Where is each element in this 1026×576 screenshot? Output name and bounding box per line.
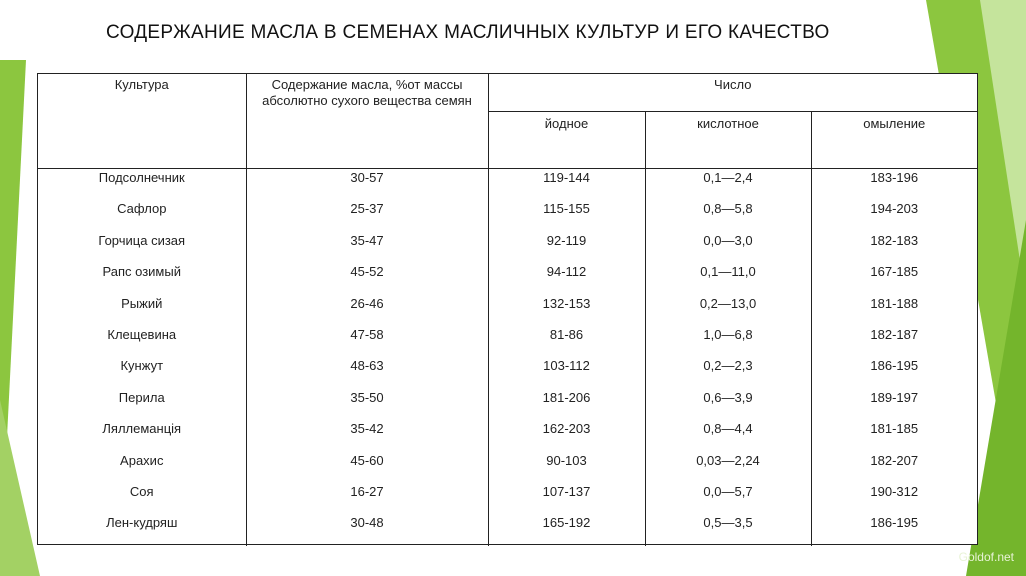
cell-iodine: 107-137 xyxy=(488,483,645,514)
header-oil-content-line2: абсолютно сухого вещества семян xyxy=(262,93,472,108)
cell-oil: 45-60 xyxy=(246,452,488,483)
cell-culture: Рапс озимый xyxy=(38,263,246,294)
cell-sap: 186-195 xyxy=(811,357,977,388)
cell-acid: 0,0—3,0 xyxy=(645,232,811,263)
cell-acid: 0,5—3,5 xyxy=(645,514,811,545)
table-row xyxy=(38,452,977,483)
table-row xyxy=(38,483,977,514)
cell-iodine: 81-86 xyxy=(488,326,645,357)
table-row xyxy=(38,357,977,388)
cell-iodine: 103-112 xyxy=(488,357,645,388)
cell-oil: 16-27 xyxy=(246,483,488,514)
cell-culture: Рыжий xyxy=(38,295,246,326)
cell-culture: Перила xyxy=(38,389,246,420)
header-culture: Культура xyxy=(38,74,246,169)
cell-acid: 0,0—5,7 xyxy=(645,483,811,514)
cell-sap: 190-312 xyxy=(811,483,977,514)
cell-iodine: 162-203 xyxy=(488,420,645,451)
cell-sap: 186-195 xyxy=(811,514,977,545)
cell-oil: 26-46 xyxy=(246,295,488,326)
cell-culture: Лен-кудряш xyxy=(38,514,246,545)
cell-acid: 0,8—5,8 xyxy=(645,200,811,231)
cell-oil: 35-42 xyxy=(246,420,488,451)
oil-content-table xyxy=(38,74,977,546)
cell-sap: 182-207 xyxy=(811,452,977,483)
watermark: Goldof.net xyxy=(958,550,1014,564)
header-acid: кислотное xyxy=(645,112,811,169)
cell-sap: 189-197 xyxy=(811,389,977,420)
cell-culture: Арахис xyxy=(38,452,246,483)
cell-iodine: 90-103 xyxy=(488,452,645,483)
table-row xyxy=(38,200,977,231)
header-oil-content-line1: Содержание масла, %от массы xyxy=(271,77,463,92)
cell-oil: 47-58 xyxy=(246,326,488,357)
cell-sap: 194-203 xyxy=(811,200,977,231)
cell-oil: 45-52 xyxy=(246,263,488,294)
cell-culture: Сафлор xyxy=(38,200,246,231)
cell-culture: Ляллеманція xyxy=(38,420,246,451)
cell-iodine: 94-112 xyxy=(488,263,645,294)
cell-iodine: 119-144 xyxy=(488,169,645,201)
table-row xyxy=(38,295,977,326)
cell-culture: Клещевина xyxy=(38,326,246,357)
cell-oil: 30-57 xyxy=(246,169,488,201)
header-iodine: йодное xyxy=(488,112,645,169)
header-oil-content xyxy=(246,74,488,169)
green-decor-left-bottom xyxy=(0,400,40,576)
cell-acid: 1,0—6,8 xyxy=(645,326,811,357)
cell-oil: 48-63 xyxy=(246,357,488,388)
cell-acid: 0,1—2,4 xyxy=(645,169,811,201)
cell-acid: 0,8—4,4 xyxy=(645,420,811,451)
cell-sap: 183-196 xyxy=(811,169,977,201)
cell-sap: 182-187 xyxy=(811,326,977,357)
cell-acid: 0,2—13,0 xyxy=(645,295,811,326)
table-row xyxy=(38,232,977,263)
cell-iodine: 165-192 xyxy=(488,514,645,545)
header-saponification: омыление xyxy=(811,112,977,169)
cell-sap: 182-183 xyxy=(811,232,977,263)
header-number: Число xyxy=(488,74,977,112)
cell-oil: 25-37 xyxy=(246,200,488,231)
table-row xyxy=(38,263,977,294)
cell-acid: 0,6—3,9 xyxy=(645,389,811,420)
cell-sap: 181-188 xyxy=(811,295,977,326)
cell-iodine: 115-155 xyxy=(488,200,645,231)
cell-acid: 0,03—2,24 xyxy=(645,452,811,483)
cell-acid: 0,2—2,3 xyxy=(645,357,811,388)
cell-iodine: 181-206 xyxy=(488,389,645,420)
cell-culture: Подсолнечник xyxy=(38,169,246,201)
cell-oil: 35-47 xyxy=(246,232,488,263)
cell-culture: Горчица сизая xyxy=(38,232,246,263)
cell-iodine: 92-119 xyxy=(488,232,645,263)
cell-iodine: 132-153 xyxy=(488,295,645,326)
table-row xyxy=(38,420,977,451)
cell-culture: Кунжут xyxy=(38,357,246,388)
cell-sap: 167-185 xyxy=(811,263,977,294)
cell-culture: Соя xyxy=(38,483,246,514)
cell-oil: 35-50 xyxy=(246,389,488,420)
cell-oil: 30-48 xyxy=(246,514,488,545)
table-row xyxy=(38,326,977,357)
cell-sap: 181-185 xyxy=(811,420,977,451)
table-row xyxy=(38,389,977,420)
oil-table-container xyxy=(37,73,978,545)
page-title: СОДЕРЖАНИЕ МАСЛА В СЕМЕНАХ МАСЛИЧНЫХ КУЛЬТУР И ЕГО КАЧЕСТВО xyxy=(106,22,830,43)
table-row xyxy=(38,169,977,201)
cell-acid: 0,1—11,0 xyxy=(645,263,811,294)
table-row xyxy=(38,514,977,545)
